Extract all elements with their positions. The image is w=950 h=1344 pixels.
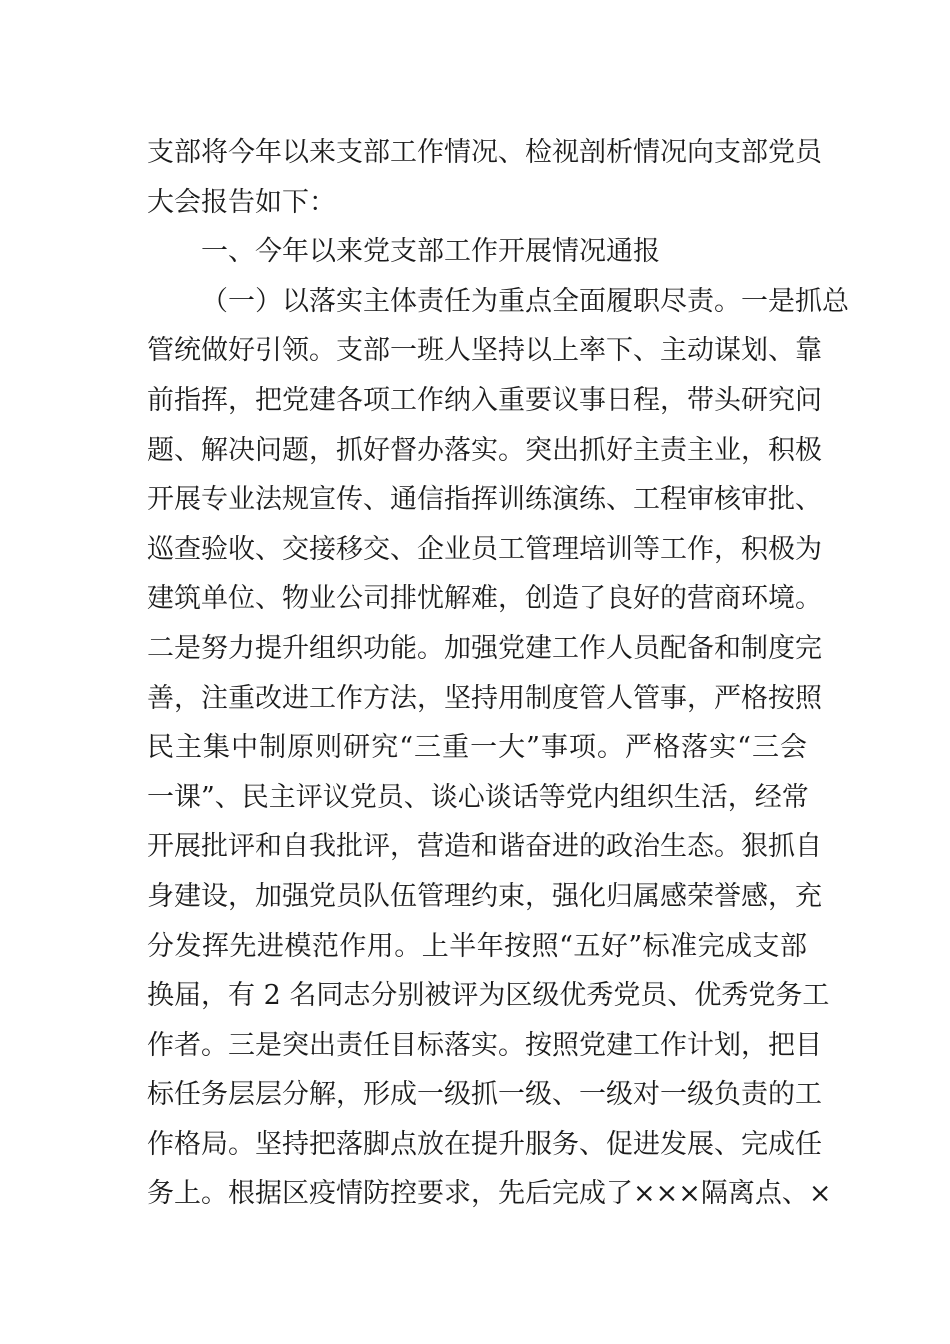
text-line: 一课”、民主评议党员、谈心谈话等党内组织生活，经常 [147,781,809,813]
text-line: 务上。根据区疫情防控要求，先后完成了×××隔离点、× [147,1178,832,1210]
text-line: 巡查验收、交接移交、企业员工管理培训等工作，积极为 [147,533,822,565]
text-line: 换届，有 2 名同志分别被评为区级优秀党员、优秀党务工 [147,980,830,1012]
text-line: 作者。三是突出责任目标落实。按照党建工作计划，把目 [147,1029,822,1061]
section-heading: 一、今年以来党支部工作开展情况通报 [201,236,660,268]
text-line: 开展批评和自我批评，营造和谐奋进的政治生态。狠抓自 [147,831,822,863]
text-line: 分发挥先进模范作用。上半年按照“五好”标准完成支部 [147,930,807,962]
text-line: 支部将今年以来支部工作情况、检视剖析情况向支部党员 [147,137,822,168]
subsection-heading: （一）以落实主体责任为重点全面履职尽责。一是抓总 [201,285,849,317]
text-line: 前指挥，把党建各项工作纳入重要议事日程，带头研究问 [147,384,822,416]
text-line: 身建设，加强党员队伍管理约束，强化归属感荣誉感，充 [147,880,822,912]
text-line: 大会报告如下： [147,186,336,218]
text-line: 善，注重改进工作方法，坚持用制度管人管事，严格按照 [147,682,822,714]
text-line: 作格局。坚持把落脚点放在提升服务、促进发展、完成任 [147,1128,822,1160]
body-text [147,128,849,1219]
text-line: 开展专业法规宣传、通信指挥训练演练、工程审核审批、 [147,484,822,516]
text-line: 民主集中制原则研究“三重一大”事项。严格落实“三会 [147,732,807,764]
text-line: 二是努力提升组织功能。加强党建工作人员配备和制度完 [147,632,822,664]
text-line: 题、解决问题，抓好督办落实。突出抓好主责主业，积极 [147,434,822,466]
text-line: 标任务层层分解，形成一级抓一级、一级对一级负责的工 [147,1079,822,1111]
text-line: 管统做好引领。支部一班人坚持以上率下、主动谋划、靠 [147,335,822,367]
text-line: 建筑单位、物业公司排忧解难，创造了良好的营商环境。 [147,583,822,615]
